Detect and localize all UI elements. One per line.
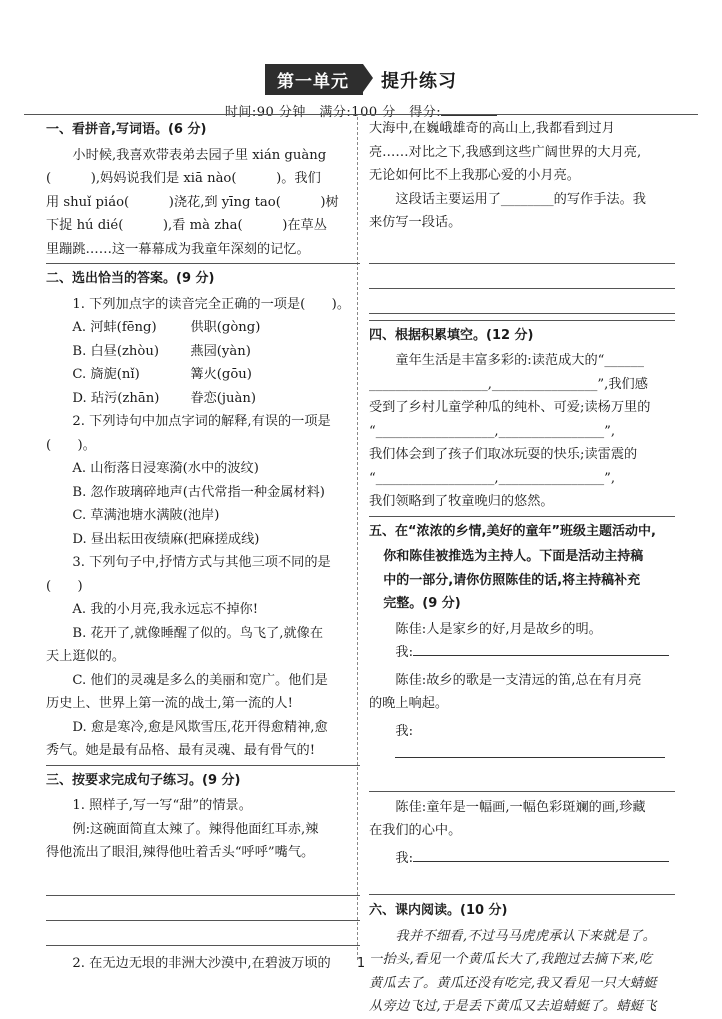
page-header xyxy=(0,64,722,120)
answer-line[interactable] xyxy=(369,872,675,895)
s2-q3-option-b[interactable]: B. 花开了,就像睡醒了似的。鸟飞了,就像在 xyxy=(72,625,324,641)
right-column xyxy=(369,117,675,1019)
s1-line: 小时候,我喜欢带表弟去园子里 xián guàng xyxy=(72,147,327,163)
section-1-title: 一、看拼音,写词语。(6 分) xyxy=(46,122,207,137)
s5-my-line-2 xyxy=(369,720,675,767)
s1-line: ( ),妈妈说我们是 xiā nào( )。我们 xyxy=(46,171,321,186)
s3-q2-cont: 无论如何比不上我那心爱的小月亮。 xyxy=(369,168,580,183)
s2-q3-option-d[interactable]: D. 愈是寒冷,愈是风欺雪压,花开得愈精神,愈 xyxy=(72,719,328,735)
answer-line[interactable] xyxy=(369,241,675,264)
answer-line[interactable] xyxy=(46,923,360,946)
s4-line: 受到了乡村儿童学种瓜的纯朴、可爱;读杨万里的 xyxy=(369,400,651,415)
s3-q2-cont: 大海中,在巍峨雄奇的高山上,我都看到过月 xyxy=(369,121,615,136)
title-wrap xyxy=(265,64,457,95)
s2-q3-option-a[interactable]: A. 我的小月亮,我永远忘不掉你! xyxy=(72,602,259,617)
exam-meta-text: 时间:90 分钟 满分:100 分 得分: xyxy=(224,105,442,120)
s5-chenjia-3: 陈佳:童年是一幅画,一幅色彩斑斓的画,珍藏 xyxy=(395,799,646,815)
s3-q2-cont: 亮……对比之下,我感到这些广阔世界的大月亮, xyxy=(369,144,642,160)
me-label: 我: xyxy=(395,645,414,660)
answer-line[interactable] xyxy=(369,291,675,314)
option-part: 眷恋(juàn) xyxy=(190,390,256,406)
s4-line[interactable]: 童年生活是丰富多彩的:读范成大的“______ xyxy=(395,353,644,368)
option-part: C. 旖旎(nǐ) xyxy=(72,367,140,382)
answer-line[interactable] xyxy=(369,266,675,289)
s2-q1-option-b[interactable] xyxy=(46,340,360,364)
s2-question-1: 1. 下列加点字的读音完全正确的一项是( )。 xyxy=(72,296,351,312)
s4-line[interactable]: __________________,________________”,我们感 xyxy=(369,376,648,392)
s2-q3-option-c-cont: 历史上、世界上第一流的战士,第一流的人! xyxy=(46,696,293,711)
section-4-title: 四、根据积累填空。(12 分) xyxy=(369,320,675,348)
s2-q2-option-b[interactable]: B. 忽作玻璃碎地声(古代常指一种金属材料) xyxy=(72,484,325,500)
me-label: 我: xyxy=(395,723,414,739)
option-part: 燕园(yàn) xyxy=(190,343,251,359)
s2-q1-option-c[interactable] xyxy=(46,363,360,387)
s2-q2-option-a[interactable]: A. 山衔落日浸寒漪(水中的波纹) xyxy=(72,461,259,476)
section-5-title: 五、在“浓浓的乡情,美好的童年”班级主题活动中, xyxy=(369,516,675,544)
s5-chenjia-2: 陈佳:故乡的歌是一支清远的笛,总在有月亮 xyxy=(395,672,642,688)
s4-line[interactable]: “__________________,________________”, xyxy=(369,423,616,439)
header-rule xyxy=(24,114,698,115)
s4-line[interactable]: “__________________,________________”, xyxy=(369,470,616,486)
s3-question-2: 2. 在无边无垠的非洲大沙漠中,在碧波万顷的 xyxy=(72,955,331,971)
s2-question-3: 3. 下列句子中,抒情方式与其他三项不同的是 xyxy=(72,555,331,570)
s6-reading-line: 一抬头,看见一个黄瓜长大了,我跑过去摘下来,吃 xyxy=(369,952,653,967)
s4-line: 我们领略到了牧童晚归的悠然。 xyxy=(369,494,554,509)
s3-q2-task-cont: 来仿写一段话。 xyxy=(369,215,462,230)
s3-example-line: 例:这碗面简直太辣了。辣得他面红耳赤,辣 xyxy=(72,821,319,837)
option-part: D. 玷污(zhān) xyxy=(72,390,160,406)
s3-question-1: 1. 照样子,写一写“甜”的情景。 xyxy=(72,798,252,813)
s5-my-line-3 xyxy=(369,847,675,871)
s2-q2-option-d[interactable]: D. 昼出耘田夜绩麻(把麻搓成线) xyxy=(72,531,260,547)
section-2-title: 二、选出恰当的答案。(9 分) xyxy=(46,263,360,291)
s2-q3-option-c[interactable]: C. 他们的灵魂是多么的美丽和宽广。他们是 xyxy=(72,672,328,688)
me-label: 我: xyxy=(395,850,414,866)
s2-q3-option-d-cont: 秀气。她是最有品格、最有灵魂、最有骨气的! xyxy=(46,743,316,758)
s1-line: 里蹦跳……这一幕幕成为我童年深刻的记忆。 xyxy=(46,241,310,257)
s1-line: 用 shuǐ piáo( )浇花,到 yīng tao( )树 xyxy=(46,194,339,210)
answer-line[interactable] xyxy=(46,898,360,921)
page-number: 1 xyxy=(356,956,366,971)
s3-example-line: 得他流出了眼泪,辣得他吐着舌头“呼呼”嘴气。 xyxy=(46,845,315,860)
section-3-title: 三、按要求完成句子练习。(9 分) xyxy=(46,765,360,793)
option-part: 供职(gòng) xyxy=(190,320,261,335)
s2-q1-option-d[interactable] xyxy=(46,387,360,411)
s5-chenjia-1: 陈佳:人是家乡的好,月是故乡的明。 xyxy=(395,621,602,637)
section-5-title-cont: 中的一部分,请你仿照陈佳的话,将主持稿补充 xyxy=(383,572,641,588)
s2-question-2-end: ( )。 xyxy=(46,437,96,453)
s1-line: 下捉 hú dié( ),看 mà zha( )在草丛 xyxy=(46,218,327,233)
section-5-title-cont: 你和陈佳被推选为主持人。下面是活动主持稿 xyxy=(383,549,644,564)
option-part: B. 白昼(zhòu) xyxy=(72,343,160,359)
section-6-title: 六、课内阅读。(10 分) xyxy=(369,903,508,918)
s2-q2-option-c[interactable]: C. 草满池塘水满陂(池岸) xyxy=(72,508,220,523)
answer-line[interactable] xyxy=(369,769,675,792)
option-part: A. 河蚌(fēng) xyxy=(72,320,157,335)
s5-chenjia-3-cont: 在我们的心中。 xyxy=(369,823,462,838)
s6-reading-line: 黄瓜去了。黄瓜还没有吃完,我又看见一只大蜻蜓 xyxy=(369,975,657,991)
option-part: 篝火(gōu) xyxy=(190,367,252,382)
s5-chenjia-2-cont: 的晚上响起。 xyxy=(369,696,449,711)
s2-question-2: 2. 下列诗句中加点字词的解释,有误的一项是 xyxy=(72,414,331,429)
answer-line[interactable] xyxy=(46,873,360,896)
s5-my-line-1 xyxy=(369,641,675,665)
s4-line: 我们体会到了孩子们取冰玩耍的快乐;读雷震的 xyxy=(369,447,638,462)
unit-badge: 第一单元 xyxy=(265,64,363,95)
page-title: 提升练习 xyxy=(381,70,457,92)
s2-q1-option-a[interactable] xyxy=(46,316,360,340)
s6-reading-line: 从旁边飞过,于是丢下黄瓜又去追蜻蜓了。蜻蜓飞 xyxy=(369,999,657,1014)
s3-q2-task: 这段话主要运用了________的写作手法。我 xyxy=(395,191,646,207)
answer-blank[interactable] xyxy=(395,757,665,758)
answer-blank[interactable] xyxy=(413,655,669,656)
s6-reading-line: 我并不细看,不过马马虎虎承认下来就是了。 xyxy=(395,928,657,944)
s2-question-3-end: ( ) xyxy=(46,578,83,594)
left-column xyxy=(46,117,360,975)
s2-q3-option-b-cont: 天上逛似的。 xyxy=(46,649,126,664)
section-5-title-cont: 完整。(9 分) xyxy=(383,596,461,611)
answer-blank[interactable] xyxy=(413,861,669,862)
